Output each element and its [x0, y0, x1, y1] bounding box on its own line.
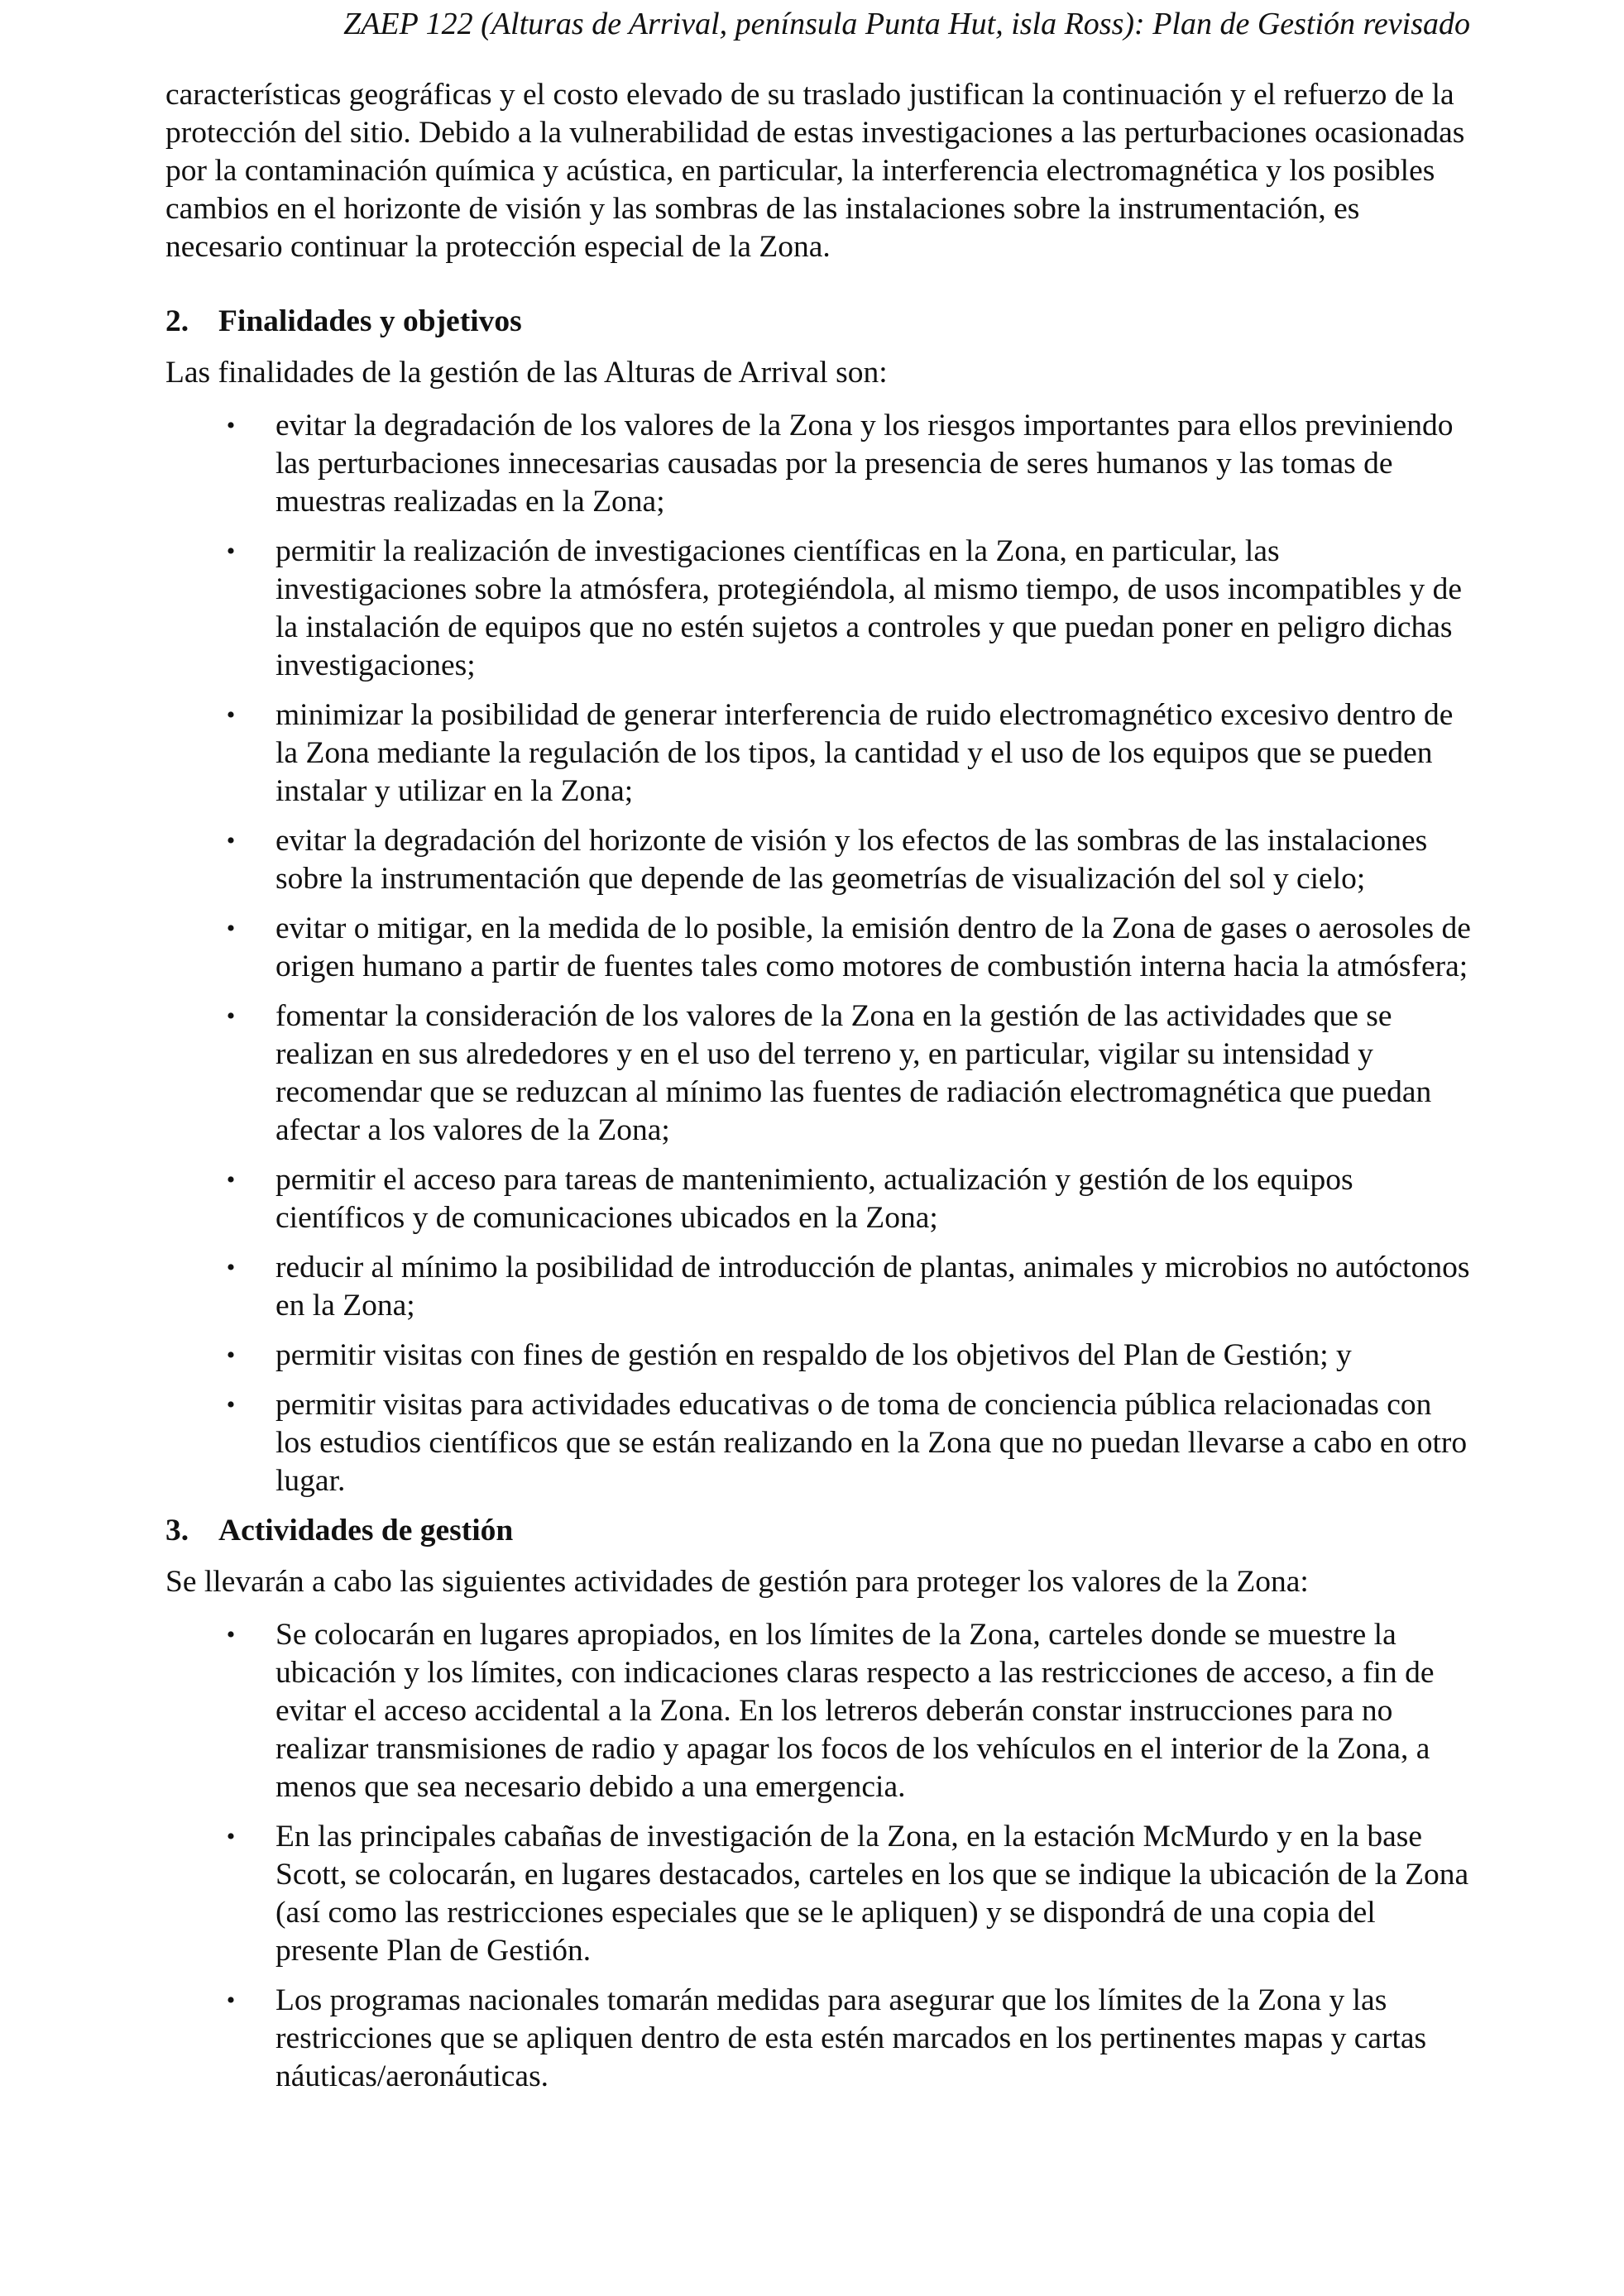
bullet-icon: •: [226, 1823, 236, 1850]
section-3-lead: Se llevarán a cabo las siguientes actividades de gestión para proteger los valores de la Zona:: [165, 1565, 1309, 1599]
section-2-heading: [165, 303, 1473, 341]
bullet-icon: •: [226, 1002, 236, 1030]
bullet-icon: •: [226, 1987, 236, 2014]
list-item: • permitir el acceso para tareas de mantenimiento, actualización y gestión de los equipos científicos y de comunicaciones ubicados en la Zona;: [165, 1161, 1473, 1237]
list-item: • permitir visitas con fines de gestión en respaldo de los objetivos del Plan de Gestión; y: [165, 1337, 1473, 1375]
section-2-number: 2.: [165, 304, 189, 338]
list-item: • Los programas nacionales tomarán medidas para asegurar que los límites de la Zona y las restricciones que se apliquen dentro de esta estén marcados en los pertinentes mapas y cartas náuticas/aeronáuticas.: [165, 1982, 1473, 2096]
bullet-icon: •: [226, 827, 236, 854]
running-header: ZAEP 122 (Alturas de Arrival, península Punta Hut, isla Ross): Plan de Gestión revisado: [343, 7, 1470, 41]
list-item: • permitir visitas para actividades educativas o de toma de conciencia pública relacionadas con los estudios científicos que se están realizando en la Zona que no puedan llevarse a cabo en otro lugar.: [165, 1386, 1473, 1500]
bullet-icon: •: [226, 1621, 236, 1648]
list-item: • minimizar la posibilidad de generar interferencia de ruido electromagnético excesivo dentro de la Zona mediante la regulación de los tipos, la cantidad y el uso de los equipos que se pueden instalar y utilizar en la Zona;: [165, 696, 1473, 811]
bullet-icon: •: [226, 701, 236, 729]
list-item: • permitir la realización de investigaciones científicas en la Zona, en particular, las investigaciones sobre la atmósfera, protegiéndola, al mismo tiempo, de usos incompatibles y de la instalación de equipos que no estén sujetos a controles y que puedan poner en peligro dichas investigaciones;: [165, 533, 1473, 685]
section-2-list: [165, 407, 1473, 1500]
bullet-icon: •: [226, 1166, 236, 1193]
section-2-title: Finalidades y objetivos: [218, 304, 522, 338]
list-item: • Se colocarán en lugares apropiados, en los límites de la Zona, carteles donde se muestre la ubicación y los límites, con indicaciones claras respecto a las restricciones de acceso, a fin de evitar el acceso accidental a la Zona. En los letreros deberán constar instrucciones para no realizar transmisiones de radio y apagar los focos de los vehículos en el interior de la Zona, a menos que sea necesario debido a una emergencia.: [165, 1616, 1473, 1806]
section-2-lead: Las finalidades de la gestión de las Alturas de Arrival son:: [165, 356, 888, 390]
list-item: • reducir al mínimo la posibilidad de introducción de plantas, animales y microbios no autóctonos en la Zona;: [165, 1249, 1473, 1325]
section-3-list: [165, 1616, 1473, 2096]
bullet-icon: •: [226, 538, 236, 565]
bullet-icon: •: [226, 915, 236, 942]
list-item: • evitar o mitigar, en la medida de lo posible, la emisión dentro de la Zona de gases o aerosoles de origen humano a partir de fuentes tales como motores de combustión interna hacia la atmósfera;: [165, 910, 1473, 986]
list-item: • fomentar la consideración de los valores de la Zona en la gestión de las actividades que se realizan en sus alrededores y en el uso del terreno y, en particular, vigilar su intensidad y recomendar que se reduzcan al mínimo las fuentes de radiación electromagnética que puedan afectar a los valores de la Zona;: [165, 997, 1473, 1150]
list-item: • En las principales cabañas de investigación de la Zona, en la estación McMurdo y en la base Scott, se colocarán, en lugares destacados, carteles en los que se indique la ubicación de la Zona (así como las restricciones especiales que se le apliquen) y se dispondrá de una copia del presente Plan de Gestión.: [165, 1818, 1473, 1970]
bullet-icon: •: [226, 1391, 236, 1418]
bullet-icon: •: [226, 412, 236, 439]
section-3-heading: [165, 1512, 1473, 1550]
section-3-title: Actividades de gestión: [218, 1514, 514, 1547]
list-item: • evitar la degradación de los valores de la Zona y los riesgos importantes para ellos previniendo las perturbaciones innecesarias causadas por la presencia de seres humanos y las tomas de muestras realizadas en la Zona;: [165, 407, 1473, 521]
bullet-icon: •: [226, 1342, 236, 1369]
document-body: [165, 76, 1473, 2107]
intro-paragraph: características geográficas y el costo elevado de su traslado justifican la continuación y el refuerzo de la protección del sitio. Debido a la vulnerabilidad de estas investigaciones a las perturbaciones ocasionadas por la contaminación química y acústica, en particular, la interferencia electromagnética y los posibles cambios en el horizonte de visión y las sombras de las instalaciones sobre la instrumentación, es necesario continuar la protección especial de la Zona.: [165, 78, 1465, 264]
list-item: • evitar la degradación del horizonte de visión y los efectos de las sombras de las instalaciones sobre la instrumentación que depende de las geometrías de visualización del sol y cielo;: [165, 822, 1473, 898]
bullet-icon: •: [226, 1254, 236, 1281]
section-3-number: 3.: [165, 1514, 189, 1547]
